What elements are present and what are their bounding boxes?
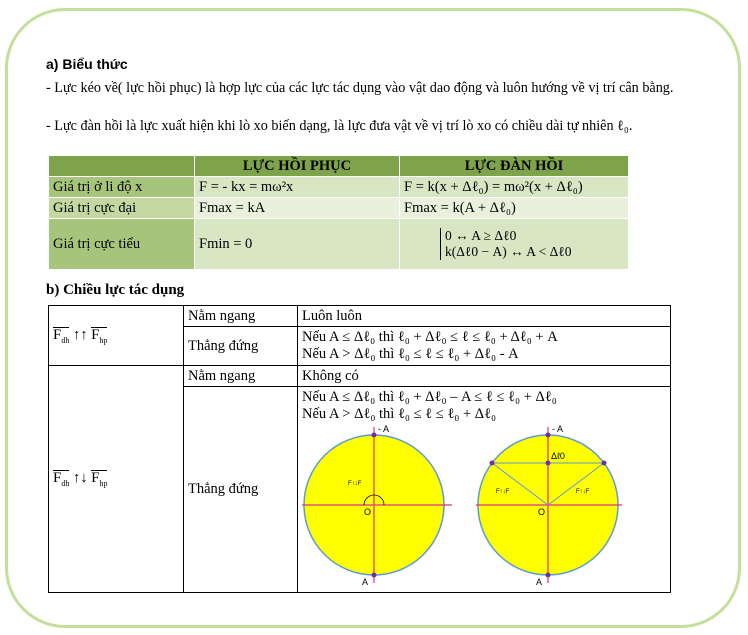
table-header-row <box>49 156 629 177</box>
condition-line: Nếu A ≤ Δℓ₀ thì ℓ₀ + Δℓ₀ ≤ ℓ ≤ ℓ₀ + Δℓ₀ + A <box>302 329 558 345</box>
paragraph-restoring-force: - Lực kéo về( lực hồi phục) là hợp lực của các lực tác dụng vào vật dao động và luôn hướng về vị trí cân bằng. <box>46 80 674 96</box>
table-row <box>49 306 671 327</box>
orientation-label: Nằm ngang <box>184 366 298 387</box>
row-label: Giá trị cực đại <box>49 198 195 219</box>
circle-diagram-left <box>302 424 452 587</box>
condition-line: Nếu A ≤ Δℓ₀ thì ℓ₀ + Δℓ₀ – A ≤ ℓ ≤ ℓ₀ + Δℓ₀ <box>302 389 557 405</box>
header-restoring: LỰC HỒI PHỤC <box>195 156 400 177</box>
vector-elastic: $F_{dh}$ <box>53 326 70 345</box>
circle-diagram-right <box>476 424 622 587</box>
opposite-direction-cell <box>49 366 184 593</box>
row-label: Giá trị cực tiểu <box>49 219 195 270</box>
orientation-value <box>298 387 671 593</box>
condition-line: Nếu A > Δℓ₀ thì ℓ₀ ≤ ℓ ≤ ℓ₀ + Δℓ₀ - A <box>302 346 519 362</box>
delta-l-label: Δℓ0 <box>551 451 565 461</box>
force-comparison-table <box>48 155 629 270</box>
bottom-point <box>372 573 377 578</box>
direction-table <box>48 305 671 593</box>
row-label: Giá trị ở li độ x <box>49 177 195 198</box>
point-left <box>490 461 495 466</box>
bottom-point <box>546 573 551 578</box>
point-right <box>602 461 607 466</box>
elastic-min-case-1: 0 ↔ A ≥ Δℓ0 <box>445 228 517 243</box>
force-label: F↑↓F <box>348 481 362 487</box>
bottom-label: A <box>362 577 369 587</box>
orientation-label: Nằm ngang <box>184 306 298 327</box>
elastic-value-cases <box>400 219 629 270</box>
elastic-value: Fmax = k(A + Δℓ₀) <box>400 198 629 219</box>
vector-restoring: $F_{hp}$ <box>91 470 108 488</box>
orientation-value: Không có <box>298 366 671 387</box>
table-row <box>49 219 629 270</box>
restoring-value: Fmax = kA <box>195 198 400 219</box>
same-direction-arrows: ↑↑ <box>72 326 88 343</box>
section-b-title: b) Chiều lực tác dụng <box>46 282 185 298</box>
restoring-value: Fmin = 0 <box>195 219 400 270</box>
vector-restoring: $F_{hp}$ <box>91 326 108 345</box>
oscillation-circle-diagrams <box>302 423 632 587</box>
paragraph-elastic-force: - Lực đàn hồi là lực xuất hiện khi lò xo biến dạng, là lực đưa vật về vị trí lò xo có chiều dài tự nhiên ℓ₀. <box>46 118 633 134</box>
header-elastic: LỰC ĐÀN HỒI <box>400 156 629 177</box>
top-point <box>372 433 377 438</box>
same-direction-cell <box>49 306 184 366</box>
point-center <box>546 461 551 466</box>
orientation-value <box>298 327 671 366</box>
restoring-value: F = - kx = mω²x <box>195 177 400 198</box>
force-label-right: F↑↓F <box>576 489 590 495</box>
center-label: O <box>538 507 546 517</box>
opposite-direction-arrows: ↑↓ <box>72 470 88 486</box>
top-point <box>546 433 551 438</box>
force-label-left: F↑↓F <box>496 489 510 495</box>
orientation-label: Thẳng đứng <box>184 327 298 366</box>
table-row <box>49 177 629 198</box>
elastic-min-case-2: k(Δℓ0 − A) ↔ A < Δℓ0 <box>445 244 572 259</box>
orientation-value: Luôn luôn <box>298 306 671 327</box>
section-a-title: a) Biểu thức <box>46 56 128 72</box>
condition-line: Nếu A > Δℓ₀ thì ℓ₀ ≤ ℓ ≤ ℓ₀ + Δℓ₀ <box>302 406 497 422</box>
bottom-label: A <box>536 577 543 587</box>
top-label: - A <box>378 424 390 434</box>
top-label: - A <box>552 424 564 434</box>
header-empty <box>49 156 195 177</box>
orientation-label: Thẳng đứng <box>184 387 298 593</box>
vector-elastic: $F_{dh}$ <box>53 470 70 488</box>
table-row <box>49 366 671 387</box>
table-row <box>49 198 629 219</box>
elastic-value: F = k(x + Δℓ₀) = mω²(x + Δℓ₀) <box>400 177 629 198</box>
center-label: O <box>364 507 372 517</box>
